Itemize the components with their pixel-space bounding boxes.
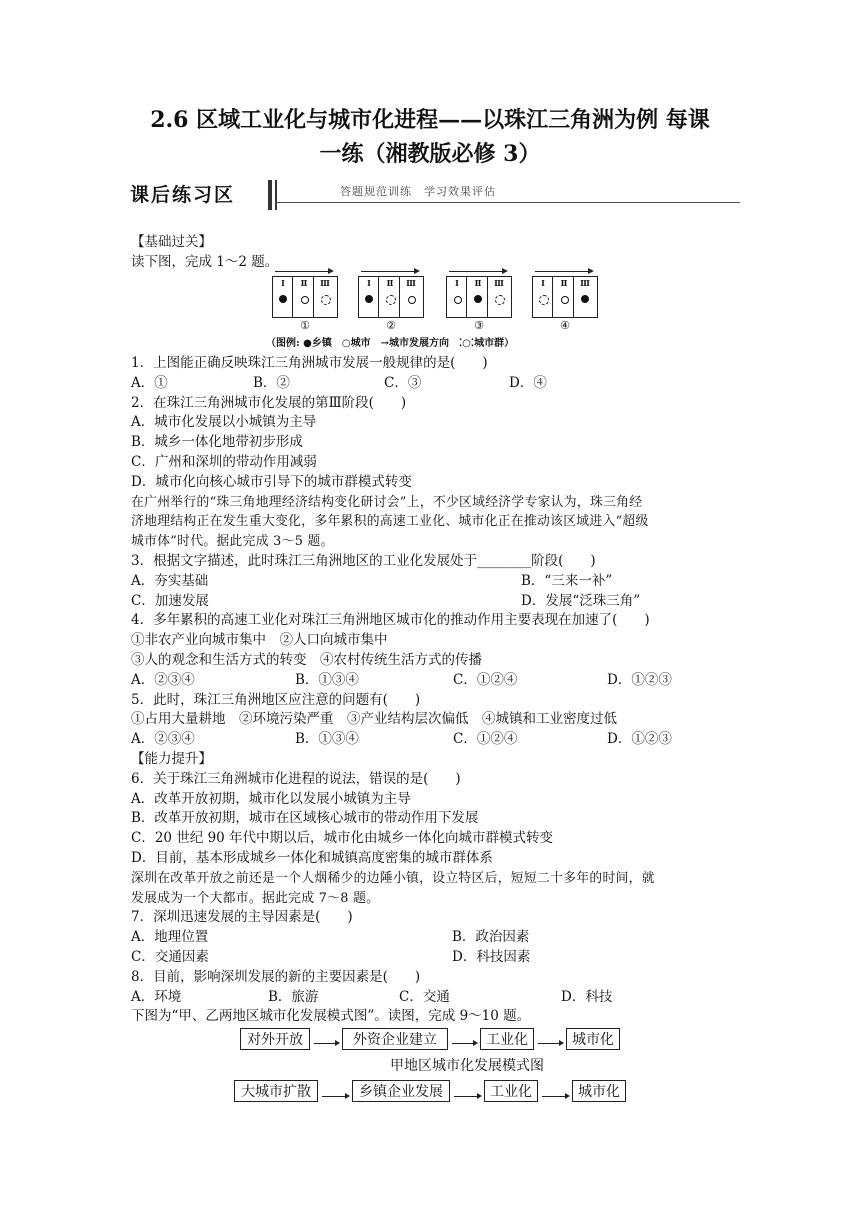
- figure-panel: [446, 276, 512, 332]
- stage-column: [554, 277, 574, 317]
- figure-panel: [272, 276, 338, 332]
- q1-options: [131, 374, 743, 394]
- stage-numeral: Ⅰ: [281, 278, 285, 288]
- section-banner: [130, 180, 740, 214]
- town-marker: [365, 295, 373, 303]
- flow-yi-box: 工业化: [484, 1080, 538, 1102]
- flow-arrow: [542, 1096, 566, 1097]
- q4-items-2: ③人的观念和生活方式的转变 ④农村传统生活方式的传播: [131, 651, 482, 668]
- q1-option-a: A．①: [131, 374, 168, 391]
- city-marker: [408, 296, 416, 304]
- intro-q9-10: 下图为“甲、乙两地区城市化发展模式图”。读图，完成 9～10 题。: [131, 1008, 531, 1025]
- figure-panel: [358, 276, 424, 332]
- q5-stem: 5．此时，珠江三角洲地区应注意的问题有( ): [131, 691, 421, 708]
- flow-jia-box: 城市化: [566, 1028, 620, 1050]
- q8-option-c: C．交通: [399, 988, 450, 1005]
- stage-numeral: Ⅱ: [300, 278, 308, 288]
- stage-column: [489, 277, 509, 317]
- q8-option-a: A．环境: [131, 988, 182, 1005]
- flow-jia-box: 对外开放: [240, 1028, 310, 1050]
- q2-option-a: A．城市化发展以小城镇为主导: [131, 414, 317, 431]
- flow-jia-caption: 甲地区城市化发展模式图: [390, 1058, 544, 1074]
- urban-development-figure: [268, 276, 598, 352]
- section-heading-basic: 【基础过关】: [131, 234, 212, 250]
- stage-column: [315, 277, 335, 317]
- q3-stem: 3．根据文字描述，此时珠江三角洲地区的工业化发展处于________阶段( ): [131, 552, 596, 569]
- q4-option-d: D．①②③: [607, 671, 672, 688]
- q4-option-a: A．②③④: [131, 671, 195, 688]
- q2-stem: 2．在珠江三角洲城市化发展的第Ⅲ阶段( ): [131, 394, 407, 411]
- city-marker: [454, 296, 462, 304]
- panel-label: ④: [560, 319, 570, 332]
- stage-column: [401, 277, 421, 317]
- stage-column: [380, 277, 400, 317]
- q4-option-b: B．①③④: [295, 671, 359, 688]
- q3-option-a: A．夯实基础: [131, 572, 209, 589]
- flow-arrow: [454, 1096, 478, 1097]
- q7-option-a: A．地理位置: [131, 929, 209, 946]
- q7-option-d: D．科技因素: [452, 948, 531, 965]
- panel-label: ①: [300, 319, 310, 332]
- stage-column: [447, 277, 467, 317]
- title-line-1: 2.6 区域工业化与城市化进程——以珠江三角洲为例 每课: [150, 107, 710, 133]
- cluster-marker: [539, 295, 549, 305]
- banner-bar-thin: [275, 180, 277, 210]
- q7-option-c: C．交通因素: [131, 948, 209, 965]
- q5-option-b: B．①③④: [295, 731, 359, 748]
- q4-option-c: C．①②④: [453, 671, 518, 688]
- intro-q1-2: 读下图，完成 1～2 题。: [131, 253, 279, 270]
- q6-option-a: A．改革开放初期，城市化以发展小城镇为主导: [131, 790, 411, 807]
- cluster-marker: [495, 295, 505, 305]
- q1-option-b: B．②: [253, 374, 290, 391]
- q3-option-d: D．发展“泛珠三角”: [521, 592, 641, 609]
- q5-option-d: D．①②③: [607, 731, 672, 748]
- q8-option-d: D．科技: [561, 988, 613, 1005]
- stage-numeral: Ⅰ: [541, 278, 545, 288]
- banner-tag: 课后练习区: [130, 184, 236, 206]
- q7-options-row-1: [131, 928, 743, 948]
- q1-option-c: C．③: [384, 374, 422, 391]
- q4-items-1: ①非农产业向城市集中 ②人口向城市集中: [131, 632, 388, 649]
- stage-numeral: Ⅲ: [580, 278, 590, 288]
- development-direction-arrow: [535, 271, 589, 272]
- figure-legend: （图例: ●乡镇 ○城市 →城市发展方向 ⁚○⁚城市群）: [266, 338, 515, 349]
- stage-column: [273, 277, 293, 317]
- q6-option-d: D．目前，基本形成城乡一体化和城镇高度密集的城市群体系: [131, 849, 493, 866]
- flow-yi-box: 大城市扩散: [234, 1080, 318, 1102]
- panel-label: ②: [386, 319, 396, 332]
- q2-option-d: D．城市化向核心城市引导下的城市群模式转变: [131, 473, 412, 490]
- banner-subtitle: 答题规范训练 学习效果评估: [340, 185, 496, 198]
- passage-line: 在广州举行的“珠三角地理经济结构变化研讨会”上，不少区域经济学专家认为，珠三角经: [131, 494, 643, 510]
- flow-jia-box: 工业化: [480, 1028, 534, 1050]
- stage-column: [468, 277, 488, 317]
- flow-yi-box: 乡镇企业发展: [352, 1080, 450, 1102]
- flow-arrow: [314, 1043, 336, 1044]
- stage-numeral: Ⅱ: [474, 278, 482, 288]
- flow-jia-box: 外资企业建立: [342, 1028, 448, 1050]
- stage-numeral: Ⅱ: [386, 278, 394, 288]
- banner-rule: [275, 202, 740, 203]
- q8-stem: 8．目前，影响深圳发展的新的主要因素是( ): [131, 968, 421, 985]
- development-direction-arrow: [275, 271, 329, 272]
- q3-options-row-2: [131, 592, 743, 612]
- flow-yi-box: 城市化: [572, 1080, 626, 1102]
- development-direction-arrow: [361, 271, 415, 272]
- q1-stem: 1．上图能正确反映珠江三角洲城市发展一般规律的是( ): [131, 355, 488, 371]
- q5-option-c: C．①②④: [453, 731, 518, 748]
- q7-stem: 7．深圳迅速发展的主导因素是( ): [131, 909, 353, 926]
- section-heading-ability: 【能力提升】: [131, 750, 212, 767]
- flow-arrow: [322, 1096, 346, 1097]
- q6-stem: 6．关于珠江三角洲城市化进程的说法，错误的是( ): [131, 770, 461, 787]
- passage-line: 深圳在改革开放之前还是一个人烟稀少的边陲小镇，设立特区后，短短二十多年的时间，就: [131, 870, 655, 886]
- q5-option-a: A．②③④: [131, 731, 195, 748]
- stage-column: [359, 277, 379, 317]
- q5-options: [131, 730, 743, 750]
- stage-numeral: Ⅰ: [367, 278, 371, 288]
- flow-arrow: [452, 1043, 474, 1044]
- panel-label: ③: [474, 319, 484, 332]
- q6-option-b: B．改革开放初期，城市在区域核心城市的带动作用下发展: [131, 810, 479, 827]
- banner-bar: [268, 180, 272, 210]
- q2-option-c: C．广州和深圳的带动作用减弱: [131, 453, 317, 470]
- stage-column: [294, 277, 314, 317]
- q5-items: ①占用大量耕地 ②环境污染严重 ③产业结构层次偏低 ④城镇和工业密度过低: [131, 711, 617, 728]
- q4-stem: 4．多年累积的高速工业化对珠江三角洲地区城市化的推动作用主要表现在加速了( ): [131, 612, 650, 629]
- stage-column: [575, 277, 595, 317]
- town-marker: [474, 295, 482, 303]
- stage-column: [533, 277, 553, 317]
- q2-option-b: B．城乡一体化地带初步形成: [131, 434, 303, 451]
- text-block-questions: [131, 354, 743, 1027]
- stage-numeral: Ⅲ: [494, 278, 504, 288]
- q8-options: [131, 988, 743, 1008]
- q3-options-row-1: [131, 572, 743, 592]
- town-marker: [581, 295, 589, 303]
- development-direction-arrow: [449, 271, 503, 272]
- stage-numeral: Ⅱ: [560, 278, 568, 288]
- city-marker: [561, 296, 569, 304]
- title-line-2: 一练（湘教版必修 3）: [319, 141, 541, 167]
- passage-line: 发展成为一个大都市。据此完成 7～8 题。: [131, 890, 380, 906]
- cluster-marker: [321, 295, 331, 305]
- q6-option-c: C．20 世纪 90 年代中期以后，城市化由城乡一体化向城市群模式转变: [131, 830, 554, 847]
- city-marker: [301, 296, 309, 304]
- q8-option-b: B．旅游: [268, 988, 319, 1005]
- q7-options-row-2: [131, 948, 743, 968]
- text-block-top: [131, 233, 743, 273]
- q4-options: [131, 671, 743, 691]
- figure-panel: [532, 276, 598, 332]
- q1-option-d: D．④: [509, 374, 547, 391]
- stage-numeral: Ⅰ: [455, 278, 459, 288]
- flow-arrow: [538, 1043, 560, 1044]
- stage-numeral: Ⅲ: [406, 278, 416, 288]
- town-marker: [279, 295, 287, 303]
- passage-line: 城市体”时代。据此完成 3～5 题。: [131, 534, 334, 550]
- page-title: [100, 103, 760, 171]
- q7-option-b: B．政治因素: [452, 929, 530, 946]
- passage-line: 济地理结构正在发生重大变化，多年累积的高速工业化、城市化正在推动该区域进入“超级: [131, 514, 649, 530]
- q3-option-b: B．“三来一补”: [521, 572, 613, 589]
- cluster-marker: [386, 295, 396, 305]
- q3-option-c: C．加速发展: [131, 592, 209, 609]
- stage-numeral: Ⅲ: [320, 278, 330, 288]
